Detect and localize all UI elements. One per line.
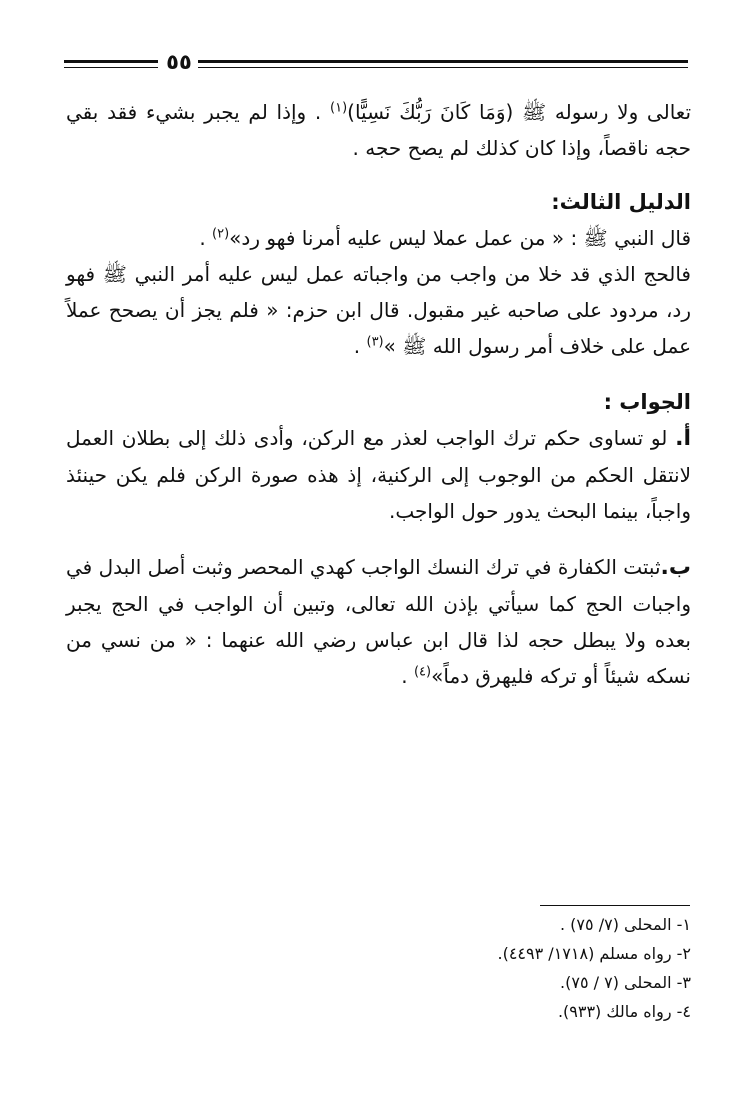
footnote-ref-4: (٤) (413, 664, 432, 680)
heading-answer: الجواب : (603, 390, 691, 414)
footnotes (66, 910, 691, 1026)
page-number: ٥٥ (166, 50, 192, 74)
spacer (66, 529, 691, 549)
answer-a-marker: أ. (675, 426, 691, 451)
paragraph-intro-text: تعالى ولا رسوله ﷺ (وَمَا كَانَ رَبُّكَ نَسِيًّا) (347, 100, 692, 124)
spacer (66, 166, 691, 184)
heading-third-evidence: الدليل الثالث: (551, 190, 691, 214)
paragraph-intro-rest: . وإذا لم يجبر بشيء فقد بقي حجه ناقصاً، وإذا كان كذلك لم يصح حجه . (66, 100, 691, 160)
footnote-ref-1: (١) (330, 100, 348, 116)
paragraph-intro (66, 94, 691, 166)
footnote-3: ٣- المحلى (٧ / ٧٥). (560, 973, 691, 992)
paragraph-hadith-text: قال النبي ﷺ : « من عمل عملا ليس عليه أمرنا فهو رد» (229, 226, 691, 250)
footnote-divider (540, 905, 690, 906)
header-rule-right (198, 60, 688, 68)
paragraph-argument (66, 256, 691, 364)
paragraph-argument-text: فالحج الذي قد خلا من واجب من واجباته عمل ليس عليه أمر النبي ﷺ فهو رد، مردود على صاحبه غير مقبول. قال ابن حزم: « فلم يجز أن يصحح عملاً عمل على خلاف أمر رسول الله ﷺ » (66, 262, 691, 358)
paragraph-hadith-end: . (199, 226, 213, 250)
answer-a-text: لو تساوى حكم ترك الواجب لعذر مع الركن، وأدى ذلك إلى بطلان العمل لانتقل الحكم من الوجوب إلى الركنية، إذ هذه صورة الركن فلم يكن حينئذ واجباً، بينما البحث يدور حول الواجب. (66, 426, 691, 523)
footnote-4: ٤- رواه مالك (٩٣٣). (557, 1002, 691, 1021)
answer-b-text: ثبتت الكفارة في ترك النسك الواجب كهدي المحصر وثبت أصل البدل في واجبات الحج كما سيأتي بإذن الله تعالى، وتبين أن الواجب في الحج يجبر بعده ولا يبطل حجه لذا قال ابن عباس رضي الله عنهما : « من نسي من نسكه شيئاً أو تركه فليهرق دماً» (66, 555, 691, 688)
page-header (64, 50, 688, 80)
paragraph-answer-b (66, 549, 691, 694)
answer-b-marker: ب. (660, 555, 691, 580)
page-body (66, 94, 691, 694)
paragraph-argument-end: . (353, 334, 367, 358)
footnote-2: ٢- رواه مسلم (١٧١٨/ ٤٤٩٣). (497, 944, 691, 963)
paragraph-hadith (66, 220, 691, 256)
answer-b-end: . (401, 664, 414, 688)
paragraph-answer-a (66, 420, 691, 529)
footnote-1: ١- المحلى (٧/ ٧٥) . (560, 915, 691, 934)
spacer (66, 364, 691, 384)
header-rule-left (64, 60, 158, 68)
footnote-ref-2: (٢) (212, 226, 230, 242)
footnote-ref-3: (٣) (366, 334, 384, 350)
